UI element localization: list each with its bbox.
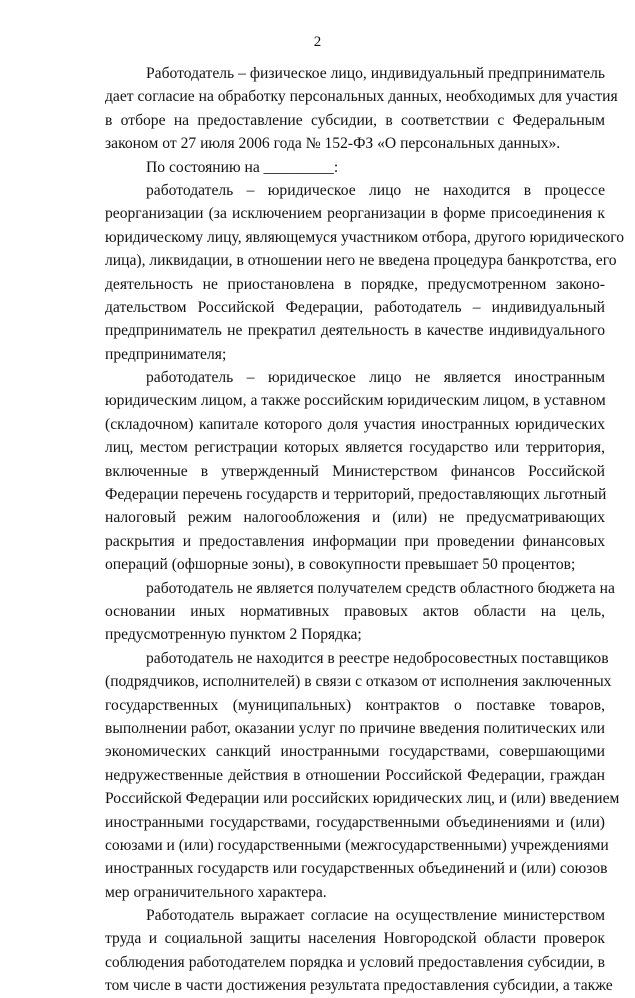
text-line: работодатель не является получателем средств областного бюджета на bbox=[146, 579, 615, 597]
text-line: Работодатель – физическое лицо, индивидуальный предприниматель bbox=[146, 65, 605, 82]
text-line: недружественные действия в отношении Российской Федерации, граждан bbox=[105, 766, 605, 784]
document-body bbox=[105, 62, 625, 998]
text-line: предусмотренную пунктом 2 Порядка; bbox=[105, 626, 362, 644]
text-line: Федерации перечень государств и территорий, предоставляющих льготный bbox=[105, 486, 607, 504]
text-line: Работодатель выражает согласие на осуществление министерством bbox=[146, 907, 605, 925]
text-line: юридическому лицу, являющемуся участником отбора, другого юридического bbox=[105, 228, 625, 246]
text-line: работодатель – юридическое лицо не находится в процессе bbox=[146, 181, 605, 199]
text-line: дает согласие на обработку персональных данных, необходимых для участия bbox=[105, 88, 618, 106]
text-line: соблюдения работодателем порядка и условий предоставления субсидии, в bbox=[105, 953, 605, 971]
text-line: включенные в утвержденный Министерством финансов Российской bbox=[105, 462, 605, 480]
text-line: работодатель не находится в реестре недобросовестных поставщиков bbox=[146, 649, 609, 667]
text-line: налоговый режим налогообложения и (или) не предусматривающих bbox=[105, 509, 605, 527]
text-line: выполнении работ, оказании услуг по причине введения политических или bbox=[105, 719, 605, 737]
text-line: лиц, местом регистрации которых является государство или территория, bbox=[105, 439, 605, 457]
text-line: деятельность не приостановлена в порядке, предусмотренном законо- bbox=[105, 275, 605, 293]
paragraph-unreliable-suppliers bbox=[105, 647, 620, 904]
text-line: законом от 27 июля 2006 года № 152-ФЗ «О персональных данных». bbox=[105, 135, 561, 153]
text-line: государственных (муниципальных) контрактов о поставке товаров, bbox=[105, 696, 605, 714]
text-line: экономических санкций иностранными государствами, совершающими bbox=[105, 743, 605, 761]
paragraph-reorganization bbox=[105, 179, 625, 366]
text-line: мер ограничительного характера. bbox=[105, 883, 327, 901]
text-line: в отборе на предоставление субсидии, в соответствии с Федеральным bbox=[105, 111, 605, 129]
text-line: том числе в части достижения результата предоставления субсидии, а также bbox=[105, 977, 613, 995]
text-line: иностранными государствами, государственными объединениями и (или) bbox=[105, 813, 605, 831]
text-line: реорганизации (за исключением реорганизации в форме присоединения к bbox=[105, 205, 605, 223]
text-line: предприниматель не прекратил деятельность в качестве индивидуального bbox=[105, 322, 605, 340]
text-line: труда и социальной защиты населения Новгородской области проверок bbox=[105, 930, 605, 948]
text-line: работодатель – юридическое лицо не является иностранным bbox=[146, 369, 605, 387]
text-line: иностранных государств или государственных объединений и (или) союзов bbox=[105, 860, 608, 878]
text-line: юридическим лицом, а также российским юридическим лицом, в уставном bbox=[105, 392, 606, 410]
text-line: По состоянию на _________: bbox=[146, 158, 339, 176]
text-line: раскрытия и предоставления информации при проведении финансовых bbox=[105, 532, 605, 550]
paragraph-as-of-date bbox=[105, 156, 605, 179]
text-line: союзами и (или) государственными (межгосударственными) учреждениями bbox=[105, 836, 609, 854]
text-line: лица), ликвидации, в отношении него не введена процедура банкротства, его bbox=[105, 252, 617, 270]
paragraph-foreign-entity bbox=[105, 366, 605, 577]
text-line: основании иных нормативных правовых актов области на цель, bbox=[105, 602, 605, 620]
paragraph-regional-budget bbox=[105, 577, 615, 647]
text-line: дательством Российской Федерации, работодатель – индивидуальный bbox=[105, 298, 605, 316]
text-line: предпринимателя; bbox=[105, 345, 227, 363]
text-line: (складочном) капитале которого доля участия иностранных юридических bbox=[105, 415, 605, 433]
paragraph-ministry-inspection-consent bbox=[105, 904, 613, 998]
text-line: (подрядчиков, исполнителей) в связи с отказом от исполнения заключенных bbox=[105, 673, 612, 691]
text-line: операций (офшорные зоны), в совокупности превышает 50 процентов; bbox=[105, 556, 576, 574]
text-line: Российской Федерации или российских юридических лиц, и (или) введением bbox=[105, 790, 620, 808]
page-number: 2 bbox=[313, 34, 322, 50]
paragraph-consent-personal-data bbox=[105, 62, 618, 156]
